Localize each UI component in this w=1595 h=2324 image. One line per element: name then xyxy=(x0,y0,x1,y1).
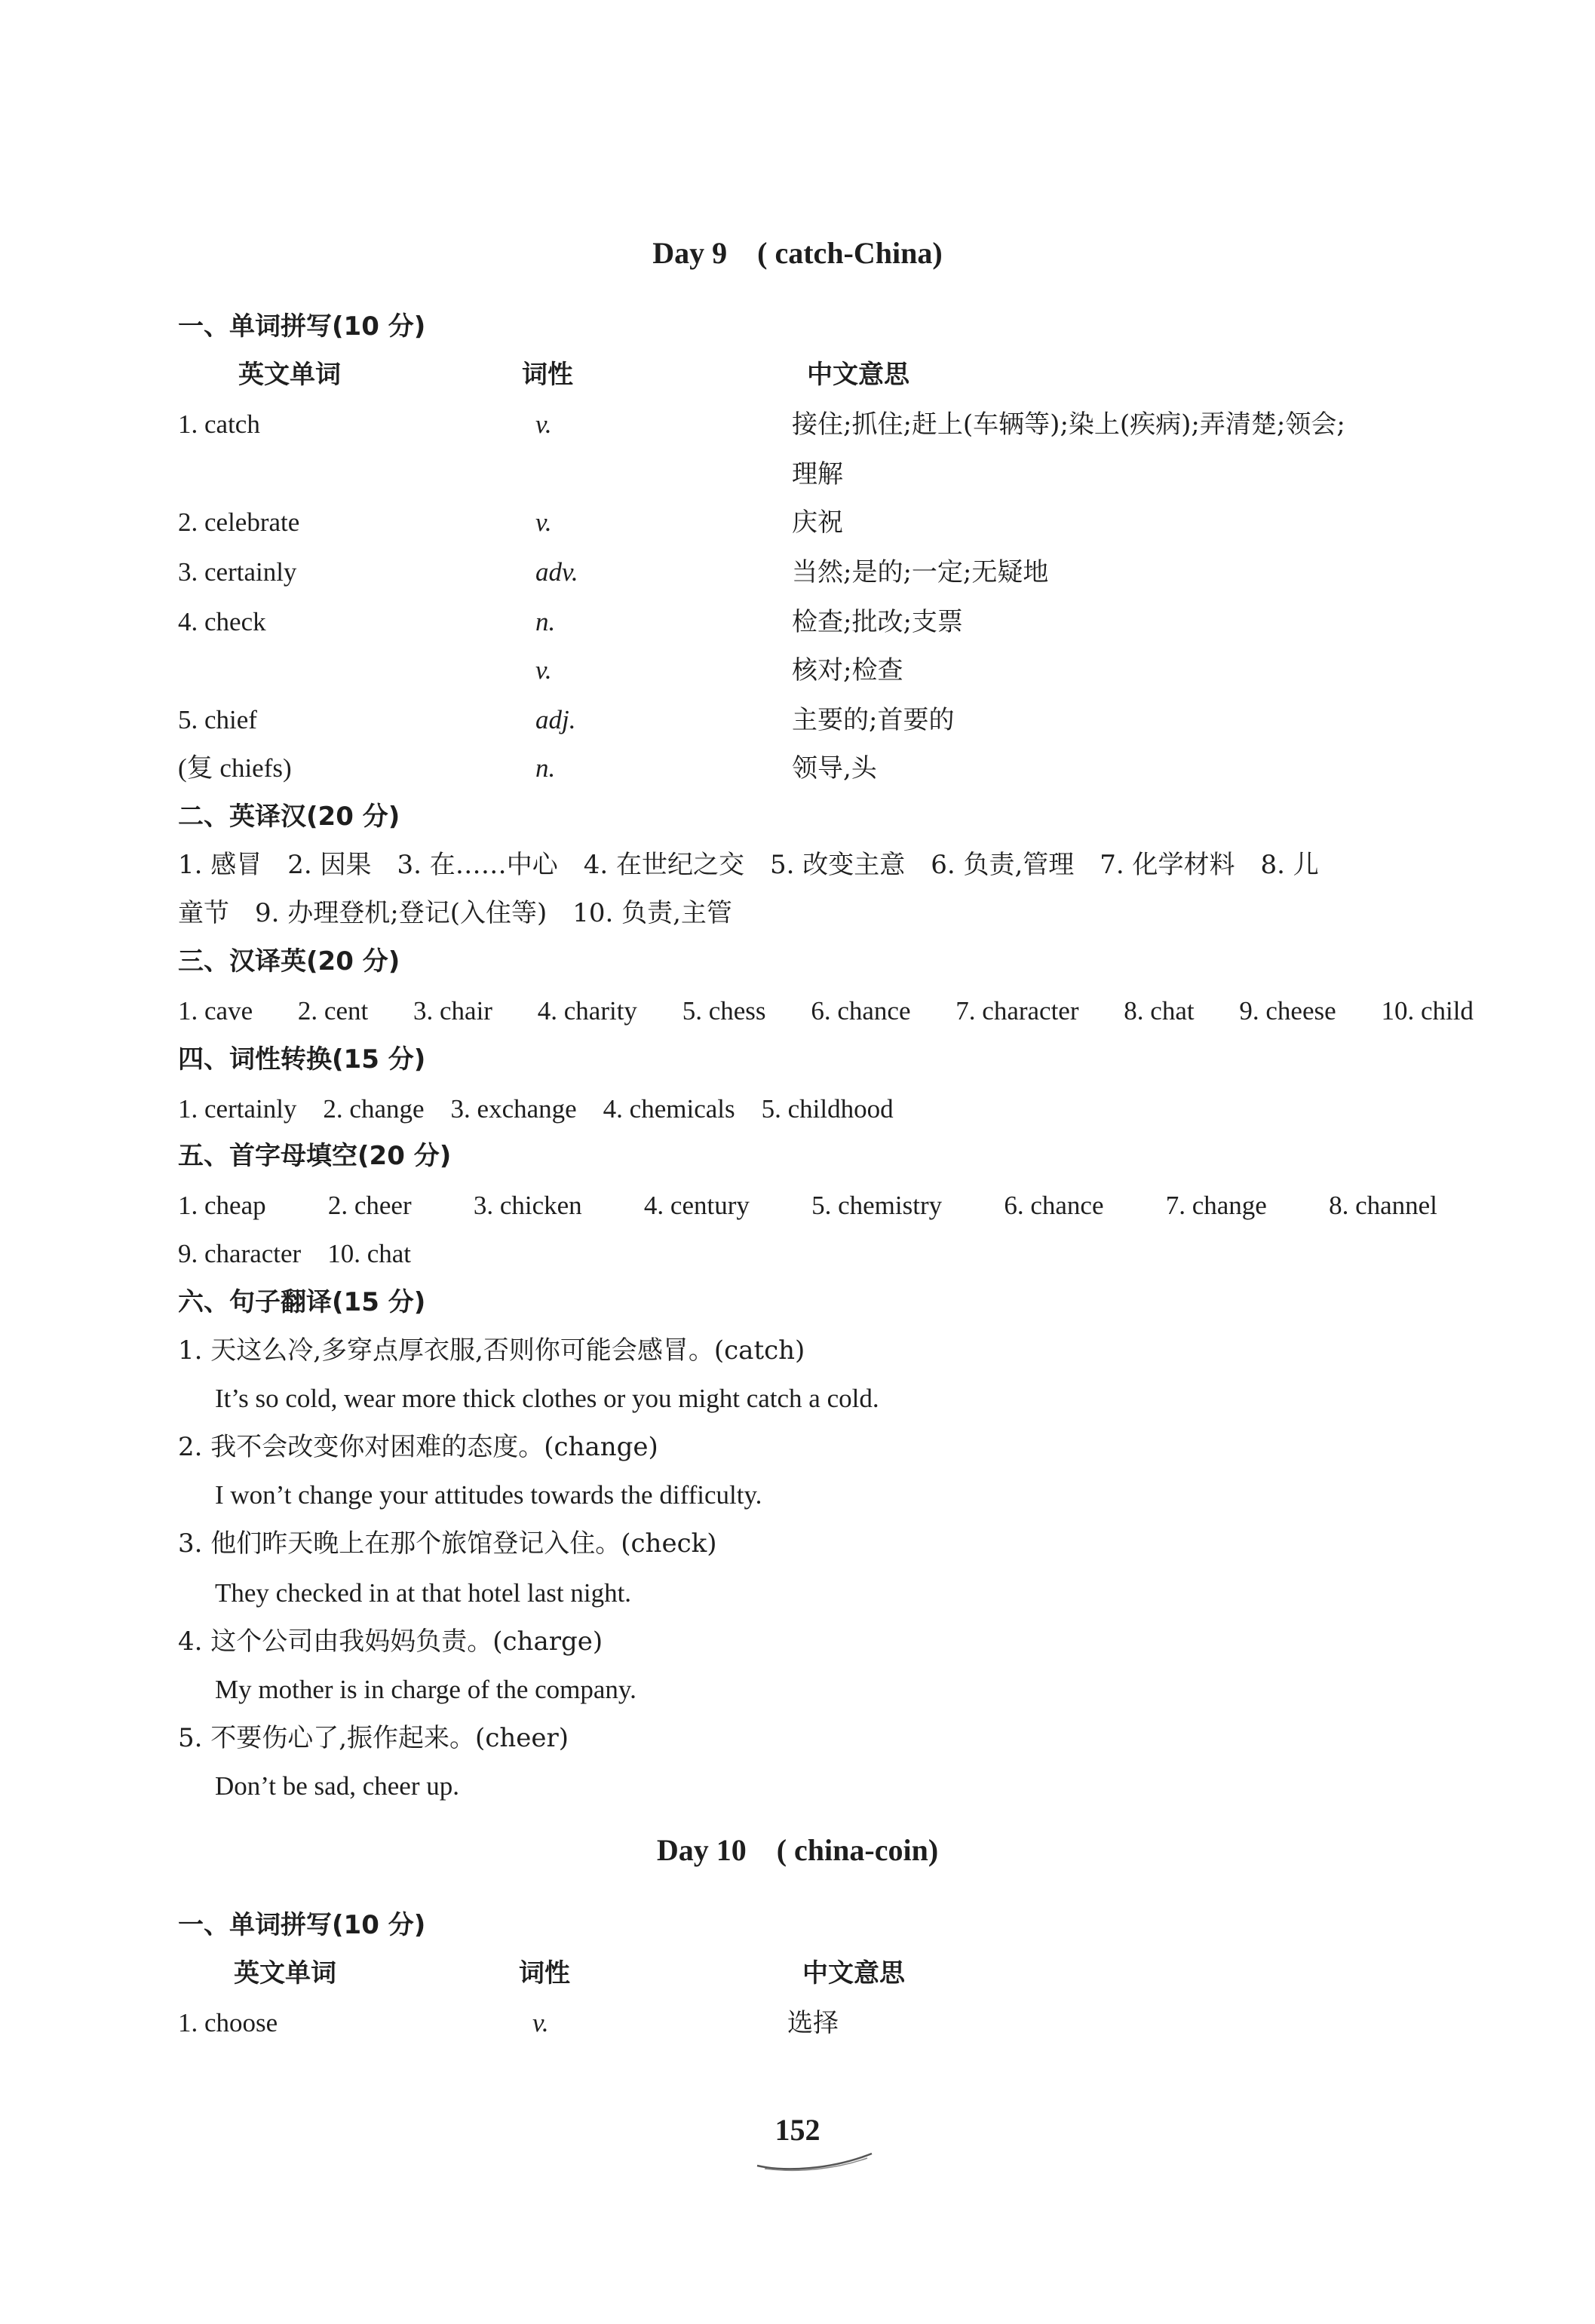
answer-item: 5. chess xyxy=(682,996,766,1026)
answer-item: 6. chance xyxy=(1004,1191,1104,1220)
vocab-pos: v. xyxy=(535,655,552,685)
answer-line: 1. certainly 2. change 3. exchange 4. chemicals 5. childhood xyxy=(178,1094,894,1124)
vocab-meaning: 庆祝 xyxy=(792,507,843,538)
col-header-word: 英文单词 xyxy=(238,360,341,390)
answer-row xyxy=(178,1187,1437,1225)
col-header-word: 英文单词 xyxy=(234,1958,336,1988)
vocab-meaning: 检查;批改;支票 xyxy=(792,607,963,637)
vocab-word: 4. check xyxy=(178,607,266,636)
vocab-pos: adv. xyxy=(535,557,578,587)
col-header-pos: 词性 xyxy=(522,360,573,390)
answer-row xyxy=(178,992,1474,1030)
vocab-pos: n. xyxy=(535,607,556,636)
col-header-meaning: 中文意思 xyxy=(802,1958,905,1988)
sentence-cn: 1. 天这么冷,多穿点厚衣服,否则你可能会感冒。(catch) xyxy=(178,1335,805,1366)
answer-item: 10. child xyxy=(1381,996,1474,1026)
vocab-pos: adj. xyxy=(535,705,576,734)
vocab-word: 1. catch xyxy=(178,409,260,439)
sentence-cn: 4. 这个公司由我妈妈负责。(charge) xyxy=(178,1626,603,1657)
answer-item: 5. chemistry xyxy=(811,1191,943,1220)
vocab-word: 3. certainly xyxy=(178,557,297,587)
answer-item: 3. chicken xyxy=(473,1191,582,1220)
day9-sec2-heading: 二、英译汉(20 分) xyxy=(178,802,400,832)
day9-title: Day 9 ( catch-China) xyxy=(652,236,943,270)
sentence-cn: 5. 不要伤心了,振作起来。(cheer) xyxy=(178,1723,569,1753)
answer-item: 8. channel xyxy=(1329,1191,1437,1220)
vocab-pos: v. xyxy=(535,507,552,537)
vocab-meaning: 接住;抓住;赶上(车辆等);染上(疾病);弄清楚;领会; xyxy=(792,409,1345,440)
day9-sec4-heading: 四、词性转换(15 分) xyxy=(178,1044,426,1075)
answer-item: 8. chat xyxy=(1124,996,1195,1026)
col-header-pos: 词性 xyxy=(519,1958,570,1988)
vocab-meaning: 理解 xyxy=(792,459,843,489)
answer-item: 9. cheese xyxy=(1239,996,1336,1026)
sentence-cn: 2. 我不会改变你对困难的态度。(change) xyxy=(178,1432,658,1462)
vocab-meaning: 选择 xyxy=(787,2008,839,2038)
answer-item: 6. chance xyxy=(811,996,911,1026)
vocab-meaning: 当然;是的;一定;无疑地 xyxy=(792,557,1049,587)
day10-sec1-heading: 一、单词拼写(10 分) xyxy=(178,1910,426,1940)
sentence-cn: 3. 他们昨天晚上在那个旅馆登记入住。(check) xyxy=(178,1528,717,1559)
answer-item: 7. character xyxy=(955,996,1079,1026)
answer-line: 9. character 10. chat xyxy=(178,1239,412,1268)
answer-item: 2. cent xyxy=(297,996,369,1026)
vocab-meaning: 主要的;首要的 xyxy=(792,705,955,735)
answer-item: 2. cheer xyxy=(327,1191,412,1220)
day10-title: Day 10 ( china-coin) xyxy=(656,1833,939,1867)
vocab-meaning: 核对;检查 xyxy=(792,655,903,685)
vocab-word: 5. chief xyxy=(178,705,257,734)
sentence-en: I won’t change your attitudes towards the difficulty. xyxy=(215,1480,762,1510)
sentence-en: It’s so cold, wear more thick clothes or you might catch a cold. xyxy=(215,1384,879,1413)
sentence-en: Don’t be sad, cheer up. xyxy=(215,1771,459,1801)
day9-sec3-heading: 三、汉译英(20 分) xyxy=(178,946,400,977)
col-header-meaning: 中文意思 xyxy=(807,360,909,390)
answer-item: 1. cave xyxy=(178,996,253,1026)
answer-item: 1. cheap xyxy=(178,1191,266,1220)
vocab-pos: v. xyxy=(535,409,552,439)
answer-item: 3. chair xyxy=(413,996,492,1026)
answer-line: 童节 9. 办理登机;登记(入住等) 10. 负责,主管 xyxy=(178,898,732,928)
answer-item: 4. charity xyxy=(537,996,637,1026)
answer-line: 1. 感冒 2. 因果 3. 在……中心 4. 在世纪之交 5. 改变主意 6. 负责,管理 7. 化学材料 8. 儿 xyxy=(178,850,1319,880)
day9-sec6-heading: 六、句子翻译(15 分) xyxy=(178,1287,426,1317)
answer-item: 7. change xyxy=(1165,1191,1267,1220)
answer-item: 4. century xyxy=(643,1191,750,1220)
page-number: 152 xyxy=(774,2113,821,2147)
vocab-pos: v. xyxy=(532,2008,549,2037)
vocab-meaning: 领导,头 xyxy=(792,753,877,783)
sentence-en: My mother is in charge of the company. xyxy=(215,1675,636,1704)
vocab-pos: n. xyxy=(535,753,556,783)
page-number-swoosh-icon xyxy=(754,2143,875,2173)
vocab-word: 1. choose xyxy=(178,2008,278,2037)
sentence-en: They checked in at that hotel last night. xyxy=(215,1578,632,1608)
vocab-word: (复 chiefs) xyxy=(178,753,292,783)
vocab-word: 2. celebrate xyxy=(178,507,300,537)
day9-sec5-heading: 五、首字母填空(20 分) xyxy=(178,1141,452,1171)
day9-sec1-heading: 一、单词拼写(10 分) xyxy=(178,311,426,342)
